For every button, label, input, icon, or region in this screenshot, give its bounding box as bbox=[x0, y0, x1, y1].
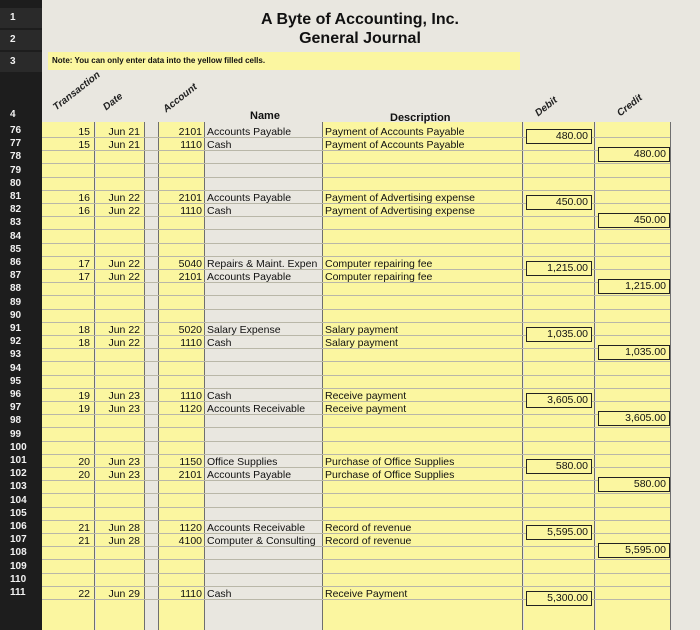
credit-cell[interactable]: 3,605.00 bbox=[598, 411, 670, 426]
transaction-cell[interactable]: 17 bbox=[78, 271, 90, 283]
row-number[interactable]: 111 bbox=[10, 587, 26, 598]
transaction-cell[interactable]: 20 bbox=[78, 469, 90, 481]
row-number[interactable]: 101 bbox=[10, 455, 27, 466]
row-number[interactable]: 104 bbox=[10, 494, 27, 506]
row-number[interactable]: 90 bbox=[10, 309, 22, 321]
description-cell[interactable]: Payment of Advertising expense bbox=[325, 205, 476, 217]
account-name-cell: Cash bbox=[207, 337, 232, 349]
description-cell[interactable]: Purchase of Office Supplies bbox=[325, 469, 455, 481]
credit-header: Credit bbox=[615, 92, 645, 119]
debit-cell[interactable]: 5,300.00 bbox=[526, 591, 592, 606]
row-number[interactable]: 83 bbox=[10, 217, 22, 229]
row-number[interactable]: 77 bbox=[10, 138, 22, 150]
row-number[interactable]: 89 bbox=[10, 296, 22, 308]
account-cell[interactable]: 5020 bbox=[178, 324, 202, 336]
account-name-cell: Accounts Payable bbox=[207, 126, 292, 138]
description-cell[interactable]: Payment of Advertising expense bbox=[325, 192, 476, 204]
row-number[interactable]: 95 bbox=[10, 375, 22, 387]
account-cell[interactable]: 1110 bbox=[180, 588, 202, 600]
debit-cell[interactable]: 5,595.00 bbox=[526, 525, 592, 540]
description-cell[interactable]: Record of revenue bbox=[325, 522, 412, 534]
row-number[interactable]: 105 bbox=[10, 507, 27, 519]
account-cell[interactable]: 1110 bbox=[180, 337, 202, 349]
account-cell[interactable]: 5040 bbox=[178, 258, 202, 270]
debit-cell[interactable]: 1,215.00 bbox=[526, 261, 592, 276]
description-cell[interactable]: Computer repairing fee bbox=[325, 258, 433, 270]
credit-cell[interactable]: 480.00 bbox=[598, 147, 670, 162]
debit-cell[interactable]: 1,035.00 bbox=[526, 327, 592, 342]
row-number[interactable]: 80 bbox=[10, 177, 22, 189]
account-cell[interactable]: 1120 bbox=[179, 403, 202, 415]
row-number[interactable]: 79 bbox=[10, 164, 22, 176]
transaction-cell[interactable]: 18 bbox=[78, 337, 90, 349]
row-number[interactable]: 92 bbox=[10, 336, 22, 348]
transaction-cell[interactable]: 17 bbox=[78, 258, 90, 270]
transaction-cell[interactable]: 15 bbox=[78, 126, 90, 138]
description-cell[interactable]: Receive payment bbox=[325, 403, 407, 415]
transaction-cell[interactable]: 15 bbox=[78, 139, 90, 151]
date-header: Date bbox=[101, 90, 126, 113]
account-name-cell: Accounts Payable bbox=[207, 192, 292, 204]
account-cell[interactable]: 2101 bbox=[178, 126, 202, 138]
credit-cell[interactable]: 5,595.00 bbox=[598, 543, 670, 558]
description-cell[interactable]: Salary payment bbox=[325, 324, 398, 336]
description-header: Description bbox=[390, 112, 451, 124]
debit-cell[interactable]: 3,605.00 bbox=[526, 393, 592, 408]
page-subtitle: General Journal bbox=[299, 30, 421, 47]
account-name-cell: Accounts Payable bbox=[207, 469, 292, 481]
account-cell[interactable]: 2101 bbox=[178, 192, 202, 204]
date-cell[interactable]: Jun 22 bbox=[108, 337, 140, 349]
account-cell[interactable]: 2101 bbox=[178, 271, 202, 283]
date-cell[interactable]: Jun 22 bbox=[108, 324, 140, 336]
date-cell[interactable]: Jun 21 bbox=[108, 139, 140, 151]
transaction-cell[interactable]: 19 bbox=[78, 403, 90, 415]
transaction-cell[interactable]: 20 bbox=[78, 456, 90, 468]
account-name-cell: Computer & Consulting bbox=[207, 535, 316, 547]
row-number[interactable]: 93 bbox=[10, 349, 22, 361]
credit-cell[interactable]: 580.00 bbox=[598, 477, 670, 492]
description-cell[interactable]: Computer repairing fee bbox=[325, 271, 433, 283]
account-name-cell: Cash bbox=[207, 205, 232, 217]
date-cell[interactable]: Jun 23 bbox=[108, 469, 140, 481]
date-cell[interactable]: Jun 22 bbox=[108, 205, 140, 217]
row-number[interactable]: 109 bbox=[10, 560, 27, 572]
credit-cell[interactable]: 1,215.00 bbox=[598, 279, 670, 294]
description-cell[interactable]: Purchase of Office Supplies bbox=[325, 456, 455, 468]
account-cell[interactable]: 1150 bbox=[179, 456, 202, 468]
entry-note: Note: You can only enter data into the yellow filled cells. bbox=[48, 52, 520, 70]
account-name-cell: Cash bbox=[207, 390, 232, 402]
row-number[interactable]: 82 bbox=[10, 204, 22, 216]
account-name-cell: Office Supplies bbox=[207, 456, 278, 468]
row-number[interactable]: 99 bbox=[10, 428, 22, 440]
debit-cell[interactable]: 480.00 bbox=[526, 129, 592, 144]
account-cell[interactable]: 1110 bbox=[180, 205, 202, 217]
date-cell[interactable]: Jun 21 bbox=[108, 126, 140, 138]
row-number[interactable]: 1 bbox=[0, 8, 42, 28]
transaction-cell[interactable]: 16 bbox=[78, 205, 90, 217]
row-number[interactable]: 96 bbox=[10, 389, 22, 400]
row-number[interactable]: 94 bbox=[10, 362, 22, 374]
row-number[interactable]: 98 bbox=[10, 415, 22, 427]
name-header: Name bbox=[250, 110, 280, 122]
transaction-header: Transaction bbox=[51, 69, 103, 113]
row-number[interactable]: 87 bbox=[10, 270, 22, 282]
account-name-cell: Cash bbox=[207, 139, 232, 151]
row-number[interactable]: 4 bbox=[10, 109, 16, 120]
row-number[interactable]: 97 bbox=[10, 402, 22, 414]
description-cell[interactable]: Payment of Accounts Payable bbox=[325, 126, 465, 138]
transaction-cell[interactable]: 18 bbox=[78, 324, 90, 336]
row-number[interactable]: 107 bbox=[10, 534, 27, 546]
account-name-cell: Repairs & Maint. Expen bbox=[207, 258, 318, 270]
account-name-cell: Cash bbox=[207, 588, 232, 600]
account-name-cell: Accounts Receivable bbox=[207, 403, 306, 415]
date-cell[interactable]: Jun 22 bbox=[108, 258, 140, 270]
row-number[interactable]: 103 bbox=[10, 481, 27, 493]
description-cell[interactable]: Payment of Accounts Payable bbox=[325, 139, 465, 151]
account-cell[interactable]: 1110 bbox=[180, 390, 202, 402]
row-number[interactable]: 86 bbox=[10, 257, 22, 268]
credit-cell[interactable]: 1,035.00 bbox=[598, 345, 670, 360]
transaction-cell[interactable]: 19 bbox=[78, 390, 90, 402]
row-number[interactable]: 85 bbox=[10, 243, 22, 255]
description-cell[interactable]: Receive payment bbox=[325, 390, 407, 402]
row-number[interactable]: 100 bbox=[10, 441, 27, 453]
transaction-cell[interactable]: 21 bbox=[78, 535, 90, 547]
row-number[interactable]: 84 bbox=[10, 230, 22, 242]
page-title: A Byte of Accounting, Inc. bbox=[261, 11, 459, 28]
date-cell[interactable]: Jun 23 bbox=[108, 390, 140, 402]
transaction-cell[interactable]: 22 bbox=[78, 588, 90, 600]
date-cell[interactable]: Jun 28 bbox=[108, 522, 140, 534]
description-cell[interactable]: Record of revenue bbox=[325, 535, 412, 547]
row-number[interactable]: 81 bbox=[10, 191, 22, 202]
transaction-cell[interactable]: 21 bbox=[78, 522, 90, 534]
description-cell[interactable]: Salary payment bbox=[325, 337, 398, 349]
date-cell[interactable]: Jun 23 bbox=[108, 403, 140, 415]
row-number[interactable]: 91 bbox=[10, 323, 22, 334]
date-cell[interactable]: Jun 28 bbox=[108, 535, 140, 547]
row-number[interactable]: 76 bbox=[10, 125, 22, 136]
debit-cell[interactable]: 450.00 bbox=[526, 195, 592, 210]
credit-cell[interactable]: 450.00 bbox=[598, 213, 670, 228]
account-cell[interactable]: 2101 bbox=[178, 469, 202, 481]
account-cell[interactable]: 1120 bbox=[179, 522, 202, 534]
date-cell[interactable]: Jun 23 bbox=[108, 456, 140, 468]
account-name-cell: Accounts Payable bbox=[207, 271, 292, 283]
row-number[interactable]: 2 bbox=[0, 30, 42, 50]
account-cell[interactable]: 4100 bbox=[178, 535, 202, 547]
row-number[interactable]: 110 bbox=[10, 573, 27, 585]
date-cell[interactable]: Jun 22 bbox=[108, 271, 140, 283]
row-number[interactable]: 108 bbox=[10, 547, 27, 559]
account-header: Account bbox=[161, 81, 200, 115]
date-cell[interactable]: Jun 22 bbox=[108, 192, 140, 204]
row-number[interactable]: 106 bbox=[10, 521, 27, 532]
row-number[interactable]: 78 bbox=[10, 151, 22, 163]
account-cell[interactable]: 1110 bbox=[180, 139, 202, 151]
date-cell[interactable]: Jun 29 bbox=[108, 588, 140, 600]
description-cell[interactable]: Receive Payment bbox=[325, 588, 408, 600]
row-number[interactable]: 102 bbox=[10, 468, 27, 480]
account-name-cell: Salary Expense bbox=[207, 324, 281, 336]
debit-header: Debit bbox=[533, 94, 560, 119]
transaction-cell[interactable]: 16 bbox=[78, 192, 90, 204]
debit-cell[interactable]: 580.00 bbox=[526, 459, 592, 474]
account-name-cell: Accounts Receivable bbox=[207, 522, 306, 534]
row-number[interactable]: 88 bbox=[10, 283, 22, 295]
row-number[interactable]: 3 bbox=[0, 52, 42, 72]
